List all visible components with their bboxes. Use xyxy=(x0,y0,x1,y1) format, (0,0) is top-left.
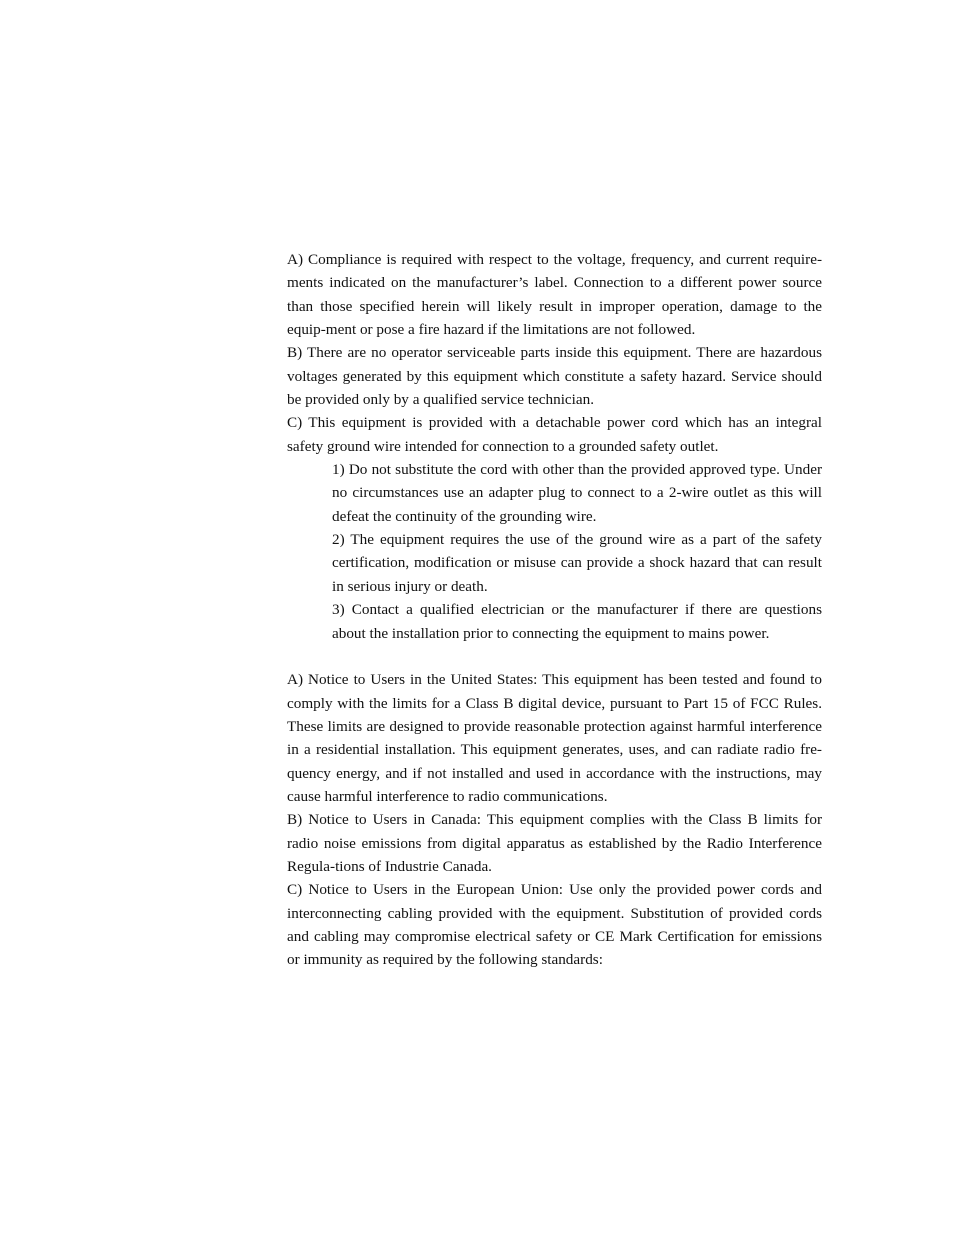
safety-paragraph-a: A) Compliance is required with respect to the voltage, frequency, and current require-ments indicated on the manufacturer’s label. Connection to a different power source than those specified herein will likely result in improper operation, damage to the equip-ment or pose a fire hazard if the limitations are not followed. xyxy=(287,251,822,339)
safety-item-3: 3) Contact a qualified electrician or the manufacturer if there are questions about the installation prior to connecting the equipment to mains power. xyxy=(332,601,822,642)
emissions-paragraph-a: A) Notice to Users in the United States: This equipment has been tested and found to comply with the limits for a Class B digital device, pursuant to Part 15 of FCC Rules. These limits are designed to provide reasonable protection against harmful interference in a residential installation. This equipment generates, uses, and can radiate radio fre-quency energy, and if not installed and used in accordance with the instructions, may cause harmful interference to radio communications. xyxy=(287,671,822,805)
emissions-paragraph-c: C) Notice to Users in the European Union: Use only the provided power cords and interconnecting cabling provided with the equipment. Substitution of provided cords and cabling may compromise electrical safety or CE Mark Certification for emissions or immunity as required by the following standards: xyxy=(287,881,822,969)
section-spacer xyxy=(287,645,822,668)
safety-paragraph-b: B) There are no operator serviceable parts inside this equipment. There are hazardous voltages generated by this equipment which constitute a safety hazard. Service should be provided only by a qualified service technician. xyxy=(287,344,822,409)
emissions-paragraph-b: B) Notice to Users in Canada: This equipment complies with the Class B limits for radio noise emissions from digital apparatus as established by the Radio Interference Regula-tions of Industrie Canada. xyxy=(287,811,822,875)
safety-item-2: 2) The equipment requires the use of the ground wire as a part of the safety certification, modification or misuse can provide a shock hazard that can result in serious injury or death. xyxy=(332,531,822,595)
safety-paragraph-c: C) This equipment is provided with a detachable power cord which has an integral safety ground wire intended for connection to a grounded safety outlet. xyxy=(287,414,822,455)
page-content xyxy=(287,248,822,972)
safety-item-1: 1) Do not substitute the cord with other than the provided approved type. Under no circumstances use an adapter plug to connect to a 2-wire outlet as this will defeat the continuity of the grounding wire. xyxy=(332,461,822,525)
